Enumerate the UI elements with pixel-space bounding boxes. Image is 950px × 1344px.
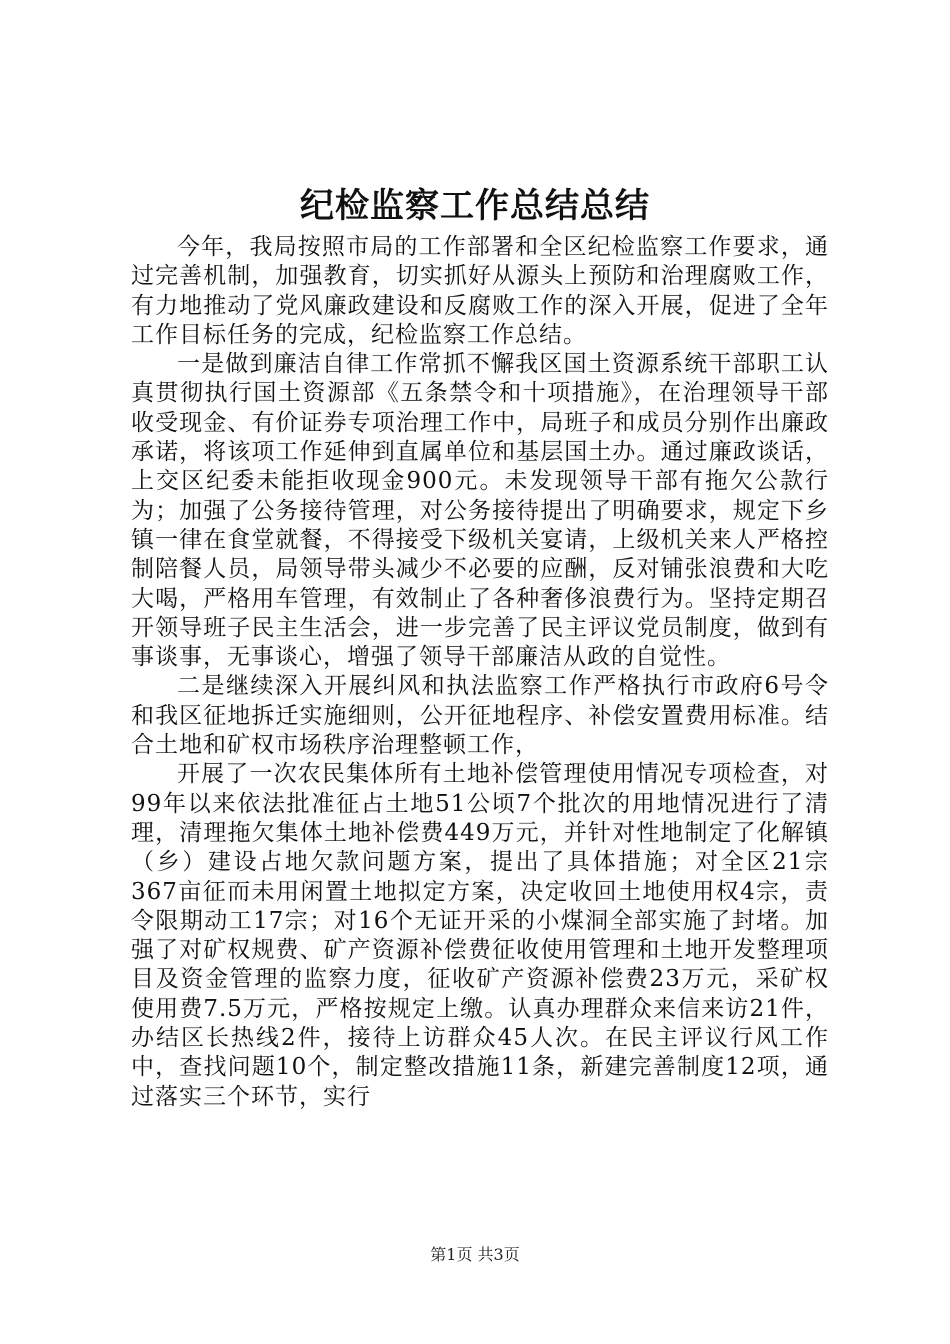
paragraph-land-compensation-inspection: 开展了一次农民集体所有土地补偿管理使用情况专项检查，对99年以来依法批准征占土地51公顷7个批次的用地情况进行了清理，清理拖欠集体土地补偿费449万元，并针对性地制定了化解镇（乡）建设占地欠款问题方案，提出了具体措施；对全区21宗367亩征而未用闲置土地拟定方案，决定收回土地使用权4宗，责令限期动工17宗；对16个无证开采的小煤洞全部实施了封堵。加强了对矿权规费、矿产资源补偿费征收使用管理和土地开发整理项目及资金管理的监察力度，征收矿产资源补偿费23万元，采矿权使用费7.5万元，严格按规定上缴。认真办理群众来信来访21件，办结区长热线2件，接待上访群众45人次。在民主评议行风工作中，查找问题10个，制定整改措施11条，新建完善制度12项，通过落实三个环节，实行 [131, 761, 829, 1110]
paragraph-intro: 今年，我局按照市局的工作部署和全区纪检监察工作要求，通过完善机制，加强教育，切实抓好从源头上预防和治理腐败工作，有力地推动了党风廉政建设和反腐败工作的深入开展，促进了全年工作目标任务的完成，纪检监察工作总结。 [131, 234, 829, 348]
document-title: 纪检监察工作总结总结 [300, 186, 650, 226]
paragraph-integrity-self-discipline: 一是做到廉洁自律工作常抓不懈我区国土资源系统干部职工认真贯彻执行国土资源部《五条禁令和十项措施》，在治理领导干部收受现金、有价证券专项治理工作中，局班子和成员分别作出廉政承诺，将该项工作延伸到直属单位和基层国土办。通过廉政谈话，上交区纪委未能拒收现金900元。未发现领导干部有拖欠公款行为；加强了公务接待管理，对公务接待提出了明确要求，规定下乡镇一律在食堂就餐，不得接受下级机关宴请，上级机关来人严格控制陪餐人员，局领导带头减少不必要的应酬，反对铺张浪费和大吃大喝，严格用车管理，有效制止了各种奢侈浪费行为。坚持定期召开领导班子民主生活会，进一步完善了民主评议党员制度，做到有事谈事，无事谈心，增强了领导干部廉洁从政的自觉性。 [131, 351, 829, 671]
paragraph-supervision-work: 二是继续深入开展纠风和执法监察工作严格执行市政府6号令和我区征地拆迁实施细则，公开征地程序、补偿安置费用标准。结合土地和矿权市场秩序治理整顿工作， [131, 673, 829, 759]
document-body [131, 233, 829, 1112]
page-footer: 第1页 共3页 [430, 1245, 520, 1264]
